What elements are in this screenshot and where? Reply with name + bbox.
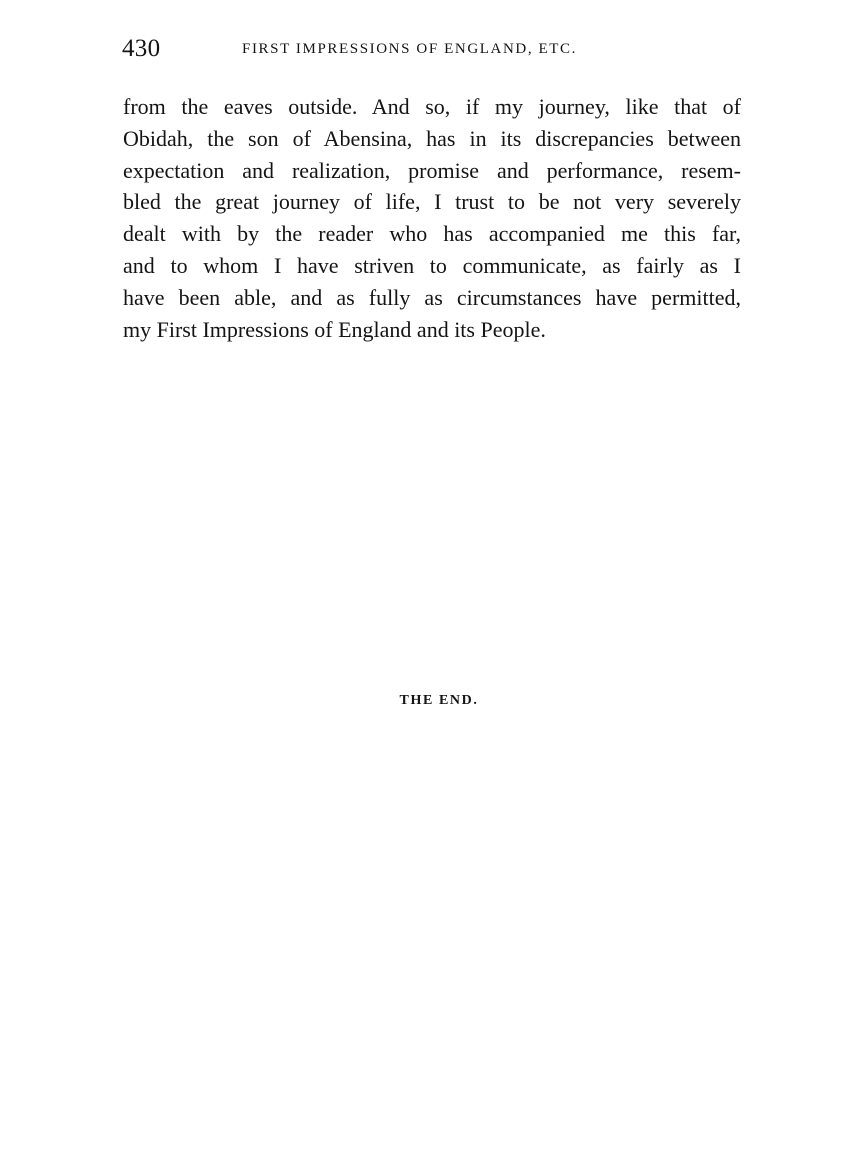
body-paragraph [123,91,741,345]
text-line: dealt with by the reader who has accompanied me this far, [123,221,741,247]
text-line: and to whom I have striven to communicate, as fairly as I [123,252,741,278]
page-number: 430 [122,35,161,62]
text-line: expectation and realization, promise and performance, resem- [123,157,741,183]
text-line: Obidah, the son of Abensina, has in its discrepancies between [123,125,741,151]
text-line: my First Impressions of England and its People. [123,316,546,342]
text-line: from the eaves outside. And so, if my journey, like that of [123,94,741,119]
text-line: have been able, and as fully as circumstances have permitted, [123,284,741,310]
the-end-heading: THE END. [399,693,479,708]
text-line: bled the great journey of life, I trust to be not very severely [123,189,741,215]
running-head [122,34,762,64]
running-title: FIRST IMPRESSIONS OF ENGLAND, ETC. [242,41,577,57]
